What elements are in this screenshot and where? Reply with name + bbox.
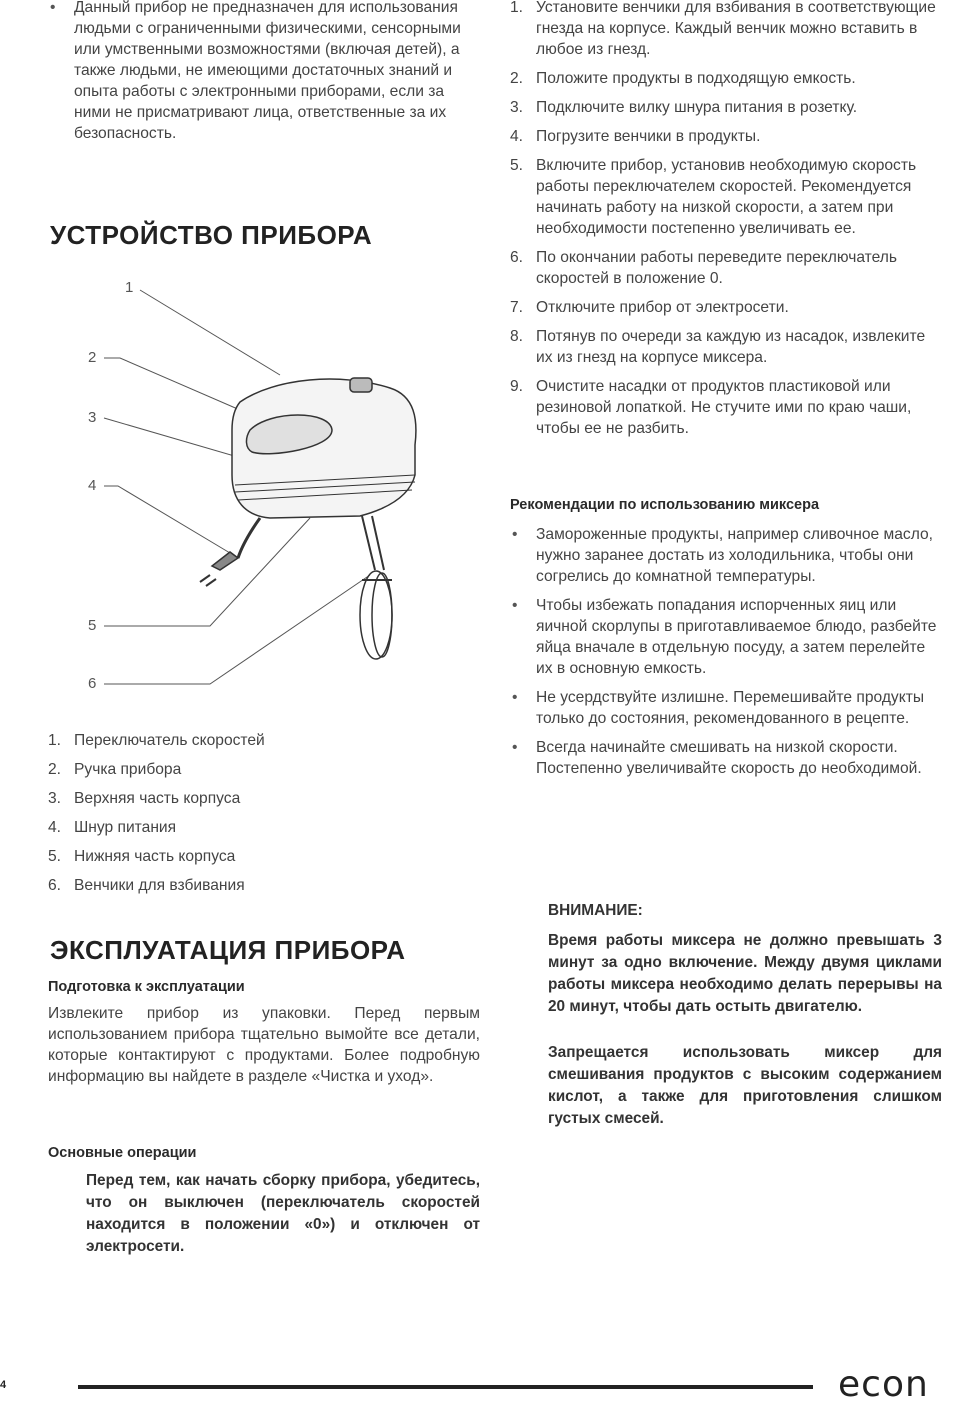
steps-list xyxy=(510,0,942,447)
part-item: 2. Ручка прибора xyxy=(48,761,182,778)
part-item: 3. Верхняя часть корпуса xyxy=(48,790,241,807)
rec-item: • Всегда начинайте смешивать на низкой скорости. Постепенно увеличивайте скорость до необходимой. xyxy=(510,737,942,779)
warning-text-1: Время работы миксера не должно превышать 3 минут за одно включение. Между двумя циклами работы миксера необходимо делать перерывы на 20 минут, чтобы дать остыть двигателю. xyxy=(548,932,942,1015)
step-item: 4. Погрузите венчики в продукты. xyxy=(510,128,761,145)
warning-text-2: Запрещается использовать миксер для смешивания продуктов с высоким содержанием кислот, а также для приготовления слишком густых смесей. xyxy=(548,1044,942,1127)
speed-switch xyxy=(350,378,372,392)
diagram-label-5: 5 xyxy=(88,617,97,634)
part-item: 6. Венчики для взбивания xyxy=(48,877,245,894)
step-item: 2. Положите продукты в подходящую емкость. xyxy=(510,70,856,87)
diagram-label-6: 6 xyxy=(88,675,97,692)
part-item: 4. Шнур питания xyxy=(48,819,177,836)
rec-item: • Замороженные продукты, например сливочное масло, нужно заранее достать из холодильника, чтобы они согрелись до комнатной температуры. xyxy=(510,524,942,587)
step-item: 6. По окончании работы переведите переключатель скоростей в положение 0. xyxy=(510,249,898,287)
intro-list xyxy=(48,0,480,152)
device-heading: УСТРОЙСТВО ПРИБОРА xyxy=(50,220,373,250)
step-item: 8. Потянув по очереди за каждую из насадок, извлеките их из гнезд на корпусе миксера. xyxy=(510,328,926,366)
intro-bullet: • Данный прибор не предназначен для использования людьми с ограниченными физическими, сенсорными или умственными возможностями (включая детей), а также людьми, не имеющими достаточных знаний и опыта работы с электронными приборами, если за ними не присматривают лица, ответственные за их безопасность. xyxy=(48,0,480,144)
basic-note: Перед тем, как начать сборку прибора, убедитесь, что он выключен (переключатель скоростей находится в положении «0») и отключен от электросети. xyxy=(86,1172,480,1255)
footer-rule xyxy=(78,1385,813,1389)
prep-heading: Подготовка к эксплуатации xyxy=(48,979,245,995)
rec-heading: Рекомендации по использованию миксера xyxy=(510,497,820,513)
part-item: 5. Нижняя часть корпуса xyxy=(48,848,236,865)
rec-item: • Чтобы избежать попадания испорченных яиц или яичной скорлупы в приготавливаемое блюдо, разбейте яйца вначале в отдельную посуду, а затем перелейте их в основную емкость. xyxy=(510,595,942,679)
prep-text: Извлеките прибор из упаковки. Перед первым использованием прибора тщательно вымойте все детали, которые контактируют с продуктами. Более подробную информацию вы найдете в разделе «Чистка и уход». xyxy=(48,1005,480,1085)
rec-list xyxy=(510,524,942,787)
page-number: 4 xyxy=(0,1379,7,1391)
diagram-label-1: 1 xyxy=(125,279,134,296)
warning-title: ВНИМАНИЕ: xyxy=(548,902,643,919)
diagram-label-2: 2 xyxy=(88,349,97,366)
rec-item: • Не усердствуйте излишне. Перемешивайте продукты только до состояния, рекомендованного в рецепте. xyxy=(510,687,942,729)
operation-heading: ЭКСПЛУАТАЦИЯ ПРИБОРА xyxy=(50,935,406,965)
diagram-label-3: 3 xyxy=(88,409,97,426)
brand-logo: econ xyxy=(838,1364,929,1405)
step-item: 5. Включите прибор, установив необходимую скорость работы переключателем скоростей. Рекомендуется начинать работу на низкой скорости, а затем при необходимости постепенно увеличивать ее. xyxy=(510,157,917,237)
basic-heading: Основные операции xyxy=(48,1145,197,1161)
diagram-label-4: 4 xyxy=(88,477,97,494)
step-item: 9. Очистите насадки от продуктов пластиковой или резиновой лопаткой. Не стучите ими по краю чаши, чтобы ее не разбить. xyxy=(510,378,912,437)
mixer-diagram xyxy=(70,270,470,700)
step-item: 3. Подключите вилку шнура питания в розетку. xyxy=(510,99,858,116)
parts-list xyxy=(48,726,480,900)
step-item: 7. Отключите прибор от электросети. xyxy=(510,299,789,316)
step-item: 1. Установите венчики для взбивания в соответствующие гнезда на корпусе. Каждый венчик можно вставить в любое из гнезд. xyxy=(510,0,936,58)
part-item: 1. Переключатель скоростей xyxy=(48,732,265,749)
